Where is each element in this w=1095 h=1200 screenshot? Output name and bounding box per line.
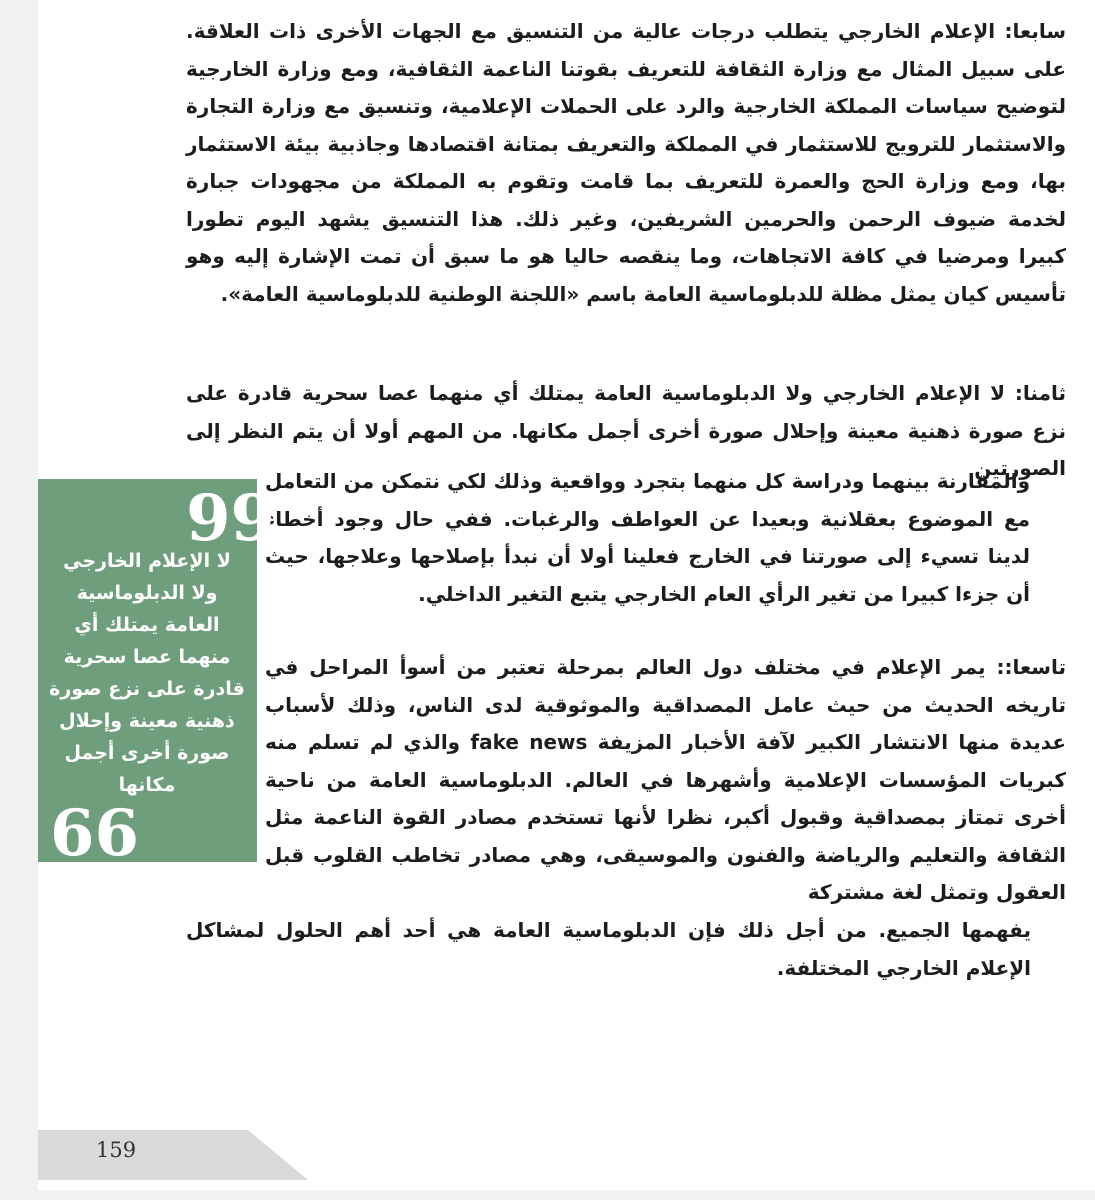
paragraph-text: يمر الإعلام في مختلف دول العالم بمرحلة تعتبر من أسوأ المراحل في تاريخه الحديث من حيث عامل المصداقية والموثوقية لدى الناس، وذلك لأسباب عديدة منها الانتشار الكبير لآفة الأخبار المزيفة fake news والذي لم تسلم منه كبريات المؤسسات الإعلامية وأشهرها في العالم. الدبلوماسية العامة من ناحية أخرى تمتاز بمصداقية وقبول أكبر، نظرا لأنها تستخدم مصادر القوة الناعمة مثل الثقافة والتعليم والرياضة والفنون والموسيقى، وهي مصادر تخاطب القلوب قبل العقول وتمثل لغة مشتركة	[265, 655, 1066, 904]
pull-quote-text: لا الإعلام الخارجي ولا الدبلوماسية العامة يمتلك أي منهما عصا سحرية قادرة على نزع صورة ذهنية معينة وإحلال صورة أخرى أجمل مكانها	[49, 550, 245, 796]
paragraph-text: والمقارنة بينهما ودراسة كل منهما بتجرد وواقعية وذلك لكي نتمكن من التعامل مع الموضوع بعقلانية وبعيدا عن العواطف والرغبات. ففي حال وجود أخطاء لدينا تسيء إلى صورتنا في الخارج فعلينا أولا أن نبدأ بإصلاحها وعلاجها، حيث أن جزءا كبيرا من تغير الرأي العام الخارجي يتبع التغير الداخلي.	[265, 469, 1030, 606]
paragraph-text: يفهمها الجميع. من أجل ذلك فإن الدبلوماسية العامة هي أحد أهم الحلول لمشاكل الإعلام الخارجي المختلفة.	[186, 918, 1031, 980]
paragraph-seventh	[186, 13, 1066, 313]
paragraph-label: تاسعا::	[996, 655, 1066, 679]
paragraph-eighth-continued	[265, 463, 1030, 613]
paragraph-text: لا الإعلام الخارجي ولا الدبلوماسية العامة يمتلك أي منهما عصا سحرية قادرة على نزع صورة ذهنية معينة وإحلال صورة أخرى أجمل مكانها. من المهم أولا أن يتم النظر إلى الصورتين	[186, 381, 1066, 480]
paragraph-ninth-continued	[186, 912, 1031, 987]
paragraph-label: ثامنا:	[1014, 381, 1066, 405]
quote-open-icon: 99	[186, 481, 276, 556]
paragraph-text: الإعلام الخارجي يتطلب درجات عالية من التنسيق مع الجهات الأخرى ذات العلاقة. على سبيل المثال مع وزارة الثقافة للتعريف بقوتنا الناعمة الثقافية، ومع وزارة الخارجية لتوضيح سياسات المملكة الخارجية والرد على الحملات الإعلامية، وتنسيق مع وزارة التجارة والاستثمار للترويج للاستثمار في المملكة والتعريف بمتانة اقتصادها وجاذبية بيئة الاستثمار بها، ومع وزارة الحج والعمرة للتعريف بما قامت وتقوم به المملكة من مجهودات جبارة لخدمة ضيوف الرحمن والحرمين الشريفين، وغير ذلك. هذا التنسيق يشهد اليوم تطورا كبيرا ومرضيا في كافة الاتجاهات، وما ينقصه حاليا هو ما سبق أن تمت الإشارة إليه وهو تأسيس كيان يمثل مظلة للدبلوماسية العامة باسم «اللجنة الوطنية للدبلوماسية العامة».	[186, 19, 1066, 306]
quote-close-icon: 66	[50, 796, 140, 871]
pull-quote-box	[38, 479, 276, 871]
page-number: 159	[96, 1138, 137, 1162]
document-page	[38, 0, 1095, 1190]
paragraph-label: سابعا:	[1004, 19, 1066, 43]
paragraph-ninth	[265, 649, 1066, 912]
